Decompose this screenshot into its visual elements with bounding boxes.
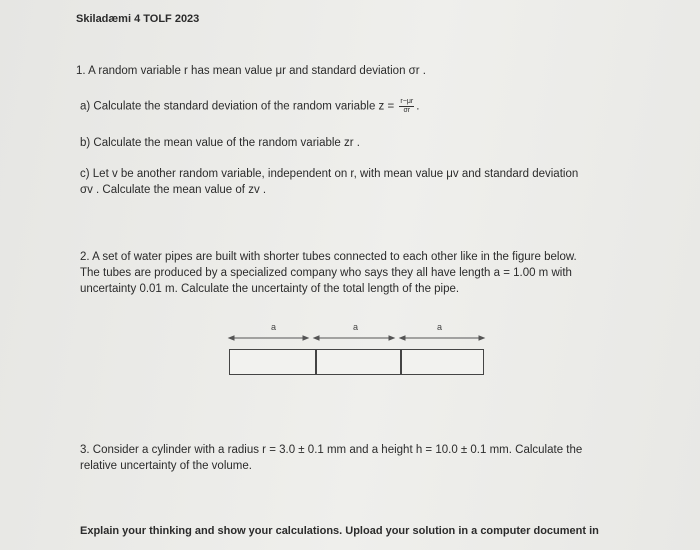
q3-line1: 3. Consider a cylinder with a radius r = 3.0 ± 0.1 mm and a height h = 10.0 ± 0.1 mm. Calculate the <box>80 444 583 456</box>
q1-part-c-line1: c) Let v be another random variable, independent on r, with mean value μv and standard deviation <box>80 168 579 180</box>
document-title: Skiladæmi 4 TOLF 2023 <box>76 13 200 25</box>
q2-line2: The tubes are produced by a specialized company who says they all have length a = 1.00 m with <box>80 267 572 279</box>
z-fraction-denominator: σr <box>403 107 411 114</box>
pipe-tubes <box>229 349 484 375</box>
q1-part-a-suffix: . <box>416 100 420 113</box>
q1-part-b: b) Calculate the mean value of the random variable zr . <box>80 137 360 149</box>
q3-line2: relative uncertainty of the volume. <box>80 460 252 472</box>
z-fraction-numerator: r−μr <box>400 98 414 105</box>
z-fraction <box>399 98 414 115</box>
tube-label-2: a <box>353 322 359 332</box>
q1-part-a <box>80 98 419 115</box>
q1-intro: 1. A random variable r has mean value μr and standard deviation σr . <box>76 65 426 77</box>
q2-line3: uncertainty 0.01 m. Calculate the uncertainty of the total length of the pipe. <box>80 283 460 295</box>
q2-line1: 2. A set of water pipes are built with shorter tubes connected to each other like in the figure below. <box>80 251 577 263</box>
q1-part-c-line2: σv . Calculate the mean value of zv . <box>80 184 267 196</box>
footer-instruction: Explain your thinking and show your calculations. Upload your solution in a computer document in <box>80 525 599 537</box>
tube-label-1: a <box>271 322 277 332</box>
tube-label-3: a <box>437 322 443 332</box>
tube-joint-1 <box>315 350 317 374</box>
tube-joint-2 <box>400 350 402 374</box>
q1-part-a-text: a) Calculate the standard deviation of the random variable z = <box>80 100 395 113</box>
